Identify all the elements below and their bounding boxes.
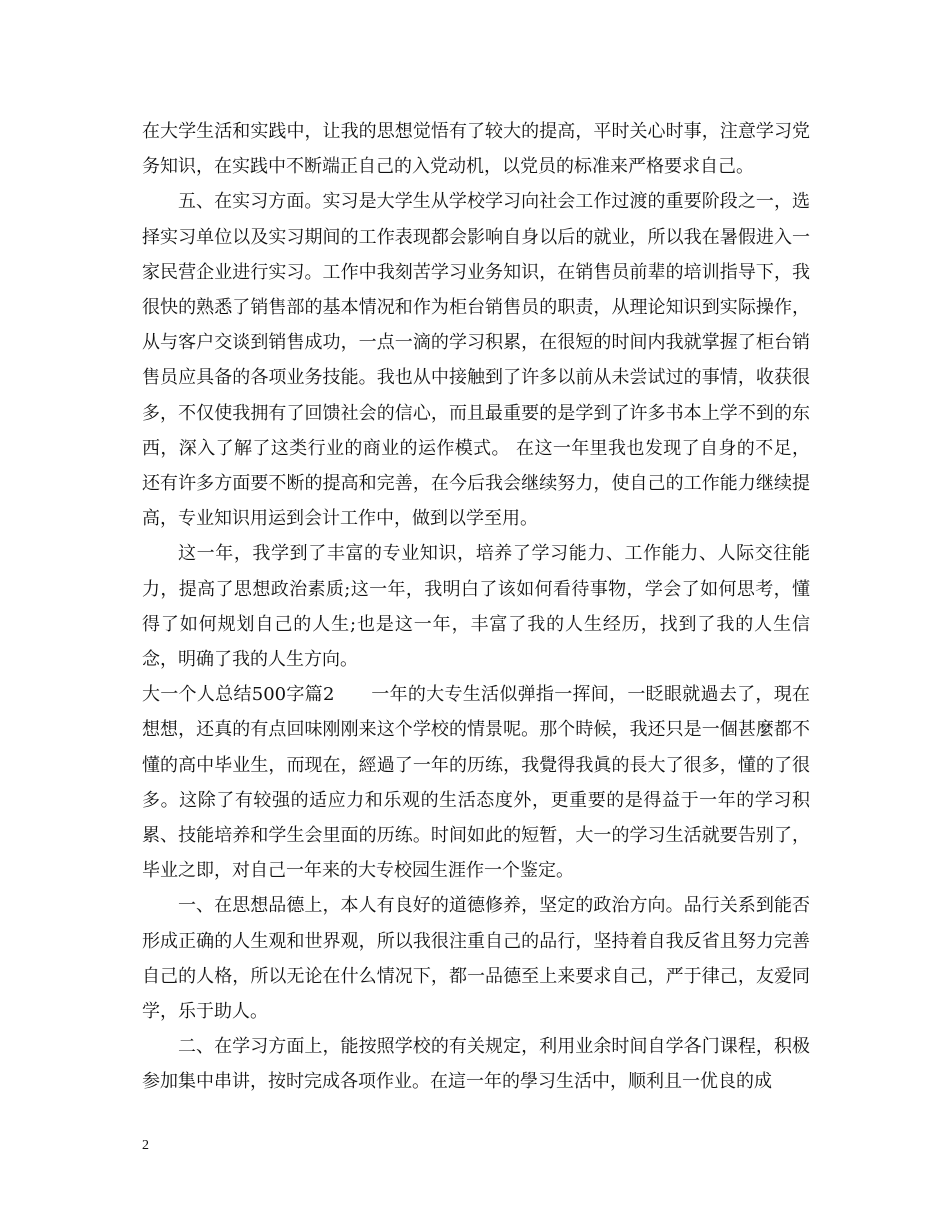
page-number: 2	[142, 1138, 149, 1153]
paragraph-study: 二、在学习方面上，能按照学校的有关规定，利用业余时间自学各门课程，积极参加集中串讲，按时完成各项作业。在這一年的學习生活中，顺利且一优良的成	[142, 1036, 810, 1093]
paragraph-article-2-intro: 大一个人总结500字篇2 一年的大专生活似弹指一挥间，一眨眼就過去了，現在想想，还真的有点回味刚刚来这个学校的情景呢。那个時候，我还只是一個甚麼都不懂的高中毕业生，而现在，經過了一年的历练，我覺得我眞的長大了很多，懂的了很多。这除了有较强的适应力和乐观的生活态度外，更重要的是得益于一年的学习积累、技能培养和学生会里面的历练。时间如此的短暂，大一的学习生活就要告别了，毕业之即，对自己一年来的大专校园生涯作一个鉴定。	[142, 684, 810, 882]
paragraph-internship: 五、在实习方面。实习是大学生从学校学习向社会工作过渡的重要阶段之一，选择实习单位以及实习期间的工作表现都会影响自身以后的就业，所以我在暑假进入一家民营企业进行实习。工作中我刻苦学习业务知识，在销售员前辈的培训指导下，我很快的熟悉了销售部的基本情况和作为柜台销售员的职责，从理论知识到实际操作，从与客户交谈到销售成功，一点一滴的学习积累，在很短的时间内我就掌握了柜台销售员应具备的各项业务技能。我也从中接触到了许多以前从未尝试过的事情，收获很多，不仅使我拥有了回馈社会的信心，而且最重要的是学到了许多书本上学不到的东西，深入了解了这类行业的商业的运作模式。 在这一年里我也发现了自身的不足，还有许多方面要不断的提高和完善，在今后我会继续努力，使自己的工作能力继续提高，专业知识用运到会计工作中，做到以学至用。	[142, 191, 810, 530]
paragraph-year-summary: 这一年，我学到了丰富的专业知识，培养了学习能力、工作能力、人际交往能力，提高了思想政治素质;这一年，我明白了该如何看待事物，学会了如何思考，懂得了如何规划自己的人生;也是这一年，丰富了我的人生经历，找到了我的人生信念，明确了我的人生方向。	[142, 543, 810, 671]
paragraph-political-awareness: 在大学生活和实践中，让我的思想觉悟有了较大的提高，平时关心时事，注意学习党务知识，在实践中不断端正自己的入党动机，以党员的标准来严格要求自己。	[142, 121, 810, 178]
paragraph-moral-character: 一、在思想品德上，本人有良好的道德修养，坚定的政治方向。品行关系到能否形成正确的人生观和世界观，所以我很注重自己的品行，坚持着自我反省且努力完善自己的人格，所以无论在什么情况下，都一品德至上来要求自己，严于律己，友爱同学，乐于助人。	[142, 895, 810, 1023]
document-body	[142, 114, 810, 1100]
